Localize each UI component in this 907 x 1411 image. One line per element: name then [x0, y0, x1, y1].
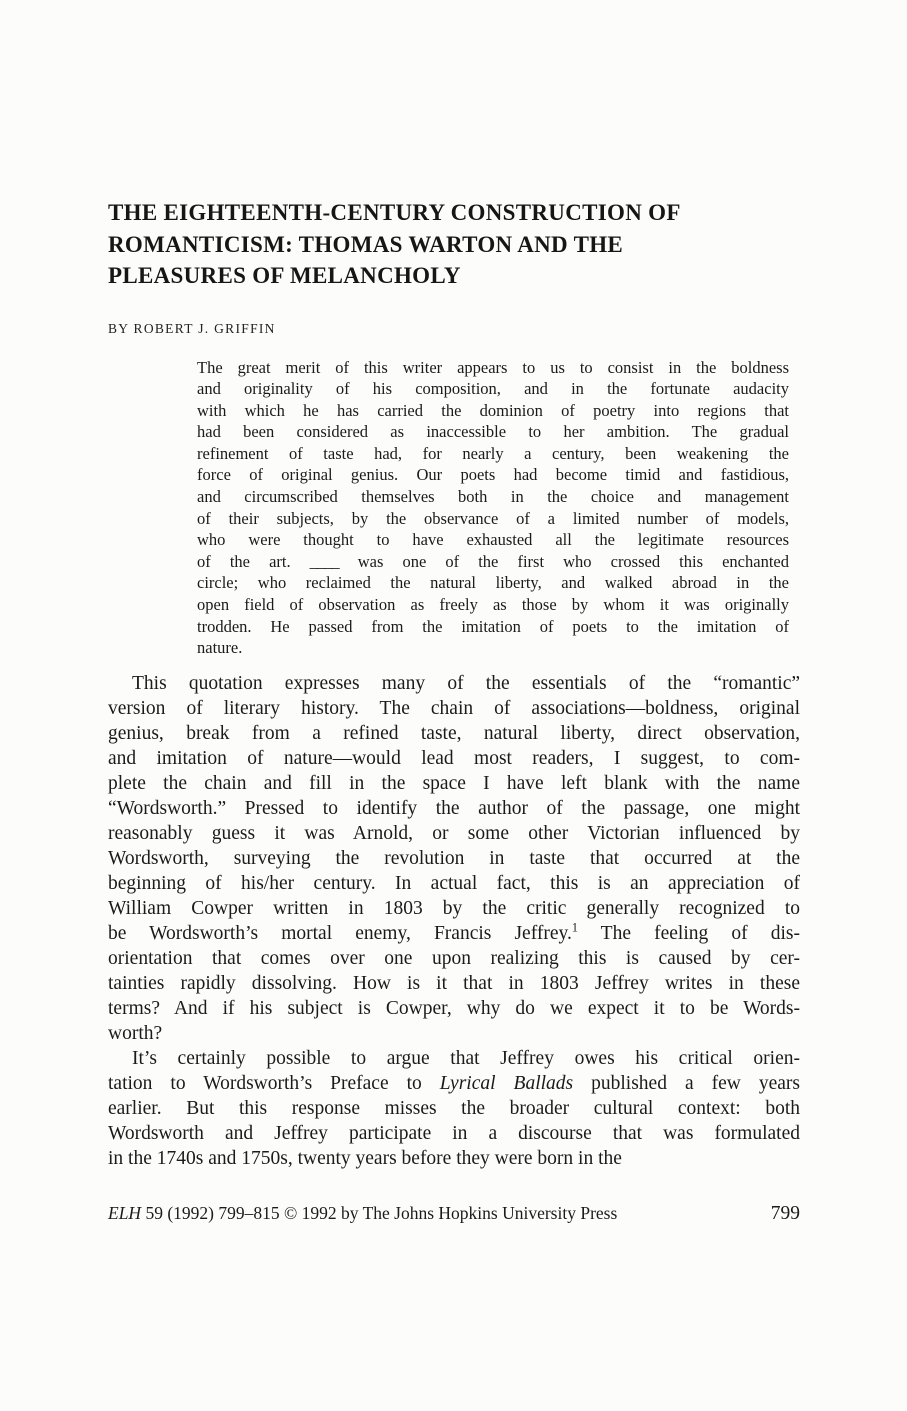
journal-citation: ELH 59 (1992) 799–815 © 1992 by The Johns Hopkins University Press	[108, 1202, 618, 1223]
page-footer	[108, 1203, 800, 1225]
article-byline: BY ROBERT J. GRIFFIN	[108, 320, 276, 336]
paragraph-1: This quotation expresses many of the essentials of the “romantic” version of literary history. The chain of associations—boldness, original genius, break from a refined taste, natural liberty, direct observation, and imitation of nature—would lead most readers, I suggest, to com- plete the chain and fill in the space I have left blank with the name “Wordsworth.” Pressed to identify the author of the passage, one might reasonably guess it was Arnold, or some other Victorian influenced by Wordsworth, surveying the revolution in taste that occurred at the beginning of his/her century. In actual fact, this is an appreciation of William Cowper written in 1803 by the critic generally recognized to be Wordsworth’s mortal enemy, Francis Jeffrey.$^1$ The feeling of dis- orientation that comes over one upon realizing this is caused by cer- tainties rapidly dissolving. How is it that in 1803 Jeffrey writes in these terms? And if his subject is Cowper, why do we expect it to be Words- worth?	[108, 672, 800, 1044]
paragraph-2: It’s certainly possible to argue that Jeffrey owes his critical orien- tation to Wordsworth’s Preface to Lyrical Ballads published a few years earlier. But this response misses the broader cultural context: both Wordsworth and Jeffrey participate in a discourse that was formulated in the 1740s and 1750s, twenty years before they were born in the	[108, 1047, 800, 1169]
page-number: 799	[770, 1202, 800, 1224]
epigraph-quote: The great merit of this writer appears to us to consist in the boldness and originality of his composition, and in the fortunate audacity with which he has carried the dominion of poetry into regions that had been considered as inaccessible to her ambition. The gradual refinement of taste had, for nearly a century, been weakening the force of original genius. Our poets had become timid and fastidious, and circumscribed themselves both in the choice and management of their subjects, by the observance of a limited number of models, who were thought to have exhausted all the legitimate resources of the art. ____ was one of the first who crossed this enchanted circle; who reclaimed the natural liberty, and walked abroad in the open field of observation as freely as those by whom it was originally trodden. He passed from the imitation of poets to the imitation of nature.	[197, 357, 789, 658]
article-body	[108, 671, 800, 1171]
article-title: THE EIGHTEENTH-CENTURY CONSTRUCTION OF ROMANTICISM: THOMAS WARTON AND THE PLEASURES OF MELANCHOLY	[108, 200, 681, 288]
